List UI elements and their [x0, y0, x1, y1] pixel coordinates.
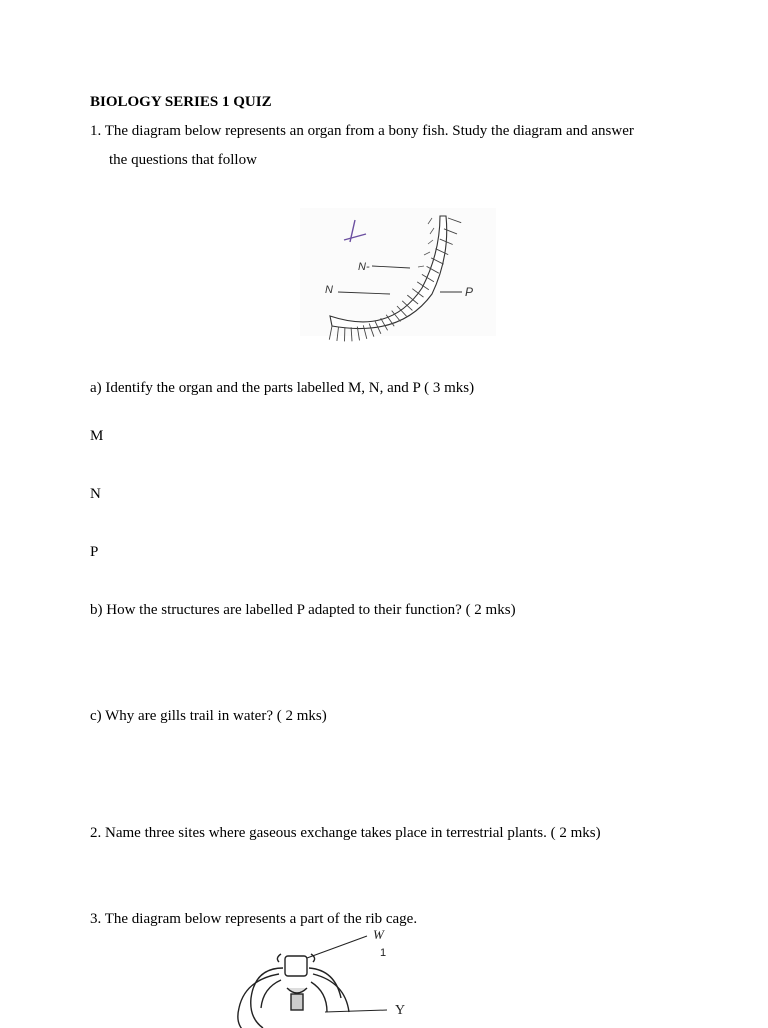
rib-cage-diagram [215, 928, 415, 1028]
question-1-intro-continued: the questions that follow [109, 151, 257, 169]
answer-label-p: P [90, 543, 98, 561]
label-w: W [373, 927, 385, 942]
answer-label-m: M [90, 427, 103, 445]
gill-diagram [300, 208, 500, 338]
label-left-n: N [325, 284, 333, 296]
question-3: 3. The diagram below represents a part of the rib cage. [90, 910, 417, 928]
question-1c: c) Why are gills trail in water? ( 2 mks) [90, 707, 327, 725]
question-2: 2. Name three sites where gaseous exchange takes place in terrestrial plants. ( 2 mks) [90, 824, 601, 842]
question-1-intro: 1. The diagram below represents an organ from a bony fish. Study the diagram and answer [90, 122, 634, 140]
quiz-title: BIOLOGY SERIES 1 QUIZ [90, 93, 272, 111]
question-1b: b) How the structures are labelled P adapted to their function? ( 2 mks) [90, 601, 516, 619]
label-1: 1 [380, 947, 386, 959]
answer-label-n: N [90, 485, 101, 503]
label-y: Y [395, 1003, 405, 1018]
label-top-n: N- [358, 261, 370, 273]
label-p: P [465, 285, 473, 299]
question-1a: a) Identify the organ and the parts labelled M, N, and P ( 3 mks) [90, 379, 474, 397]
